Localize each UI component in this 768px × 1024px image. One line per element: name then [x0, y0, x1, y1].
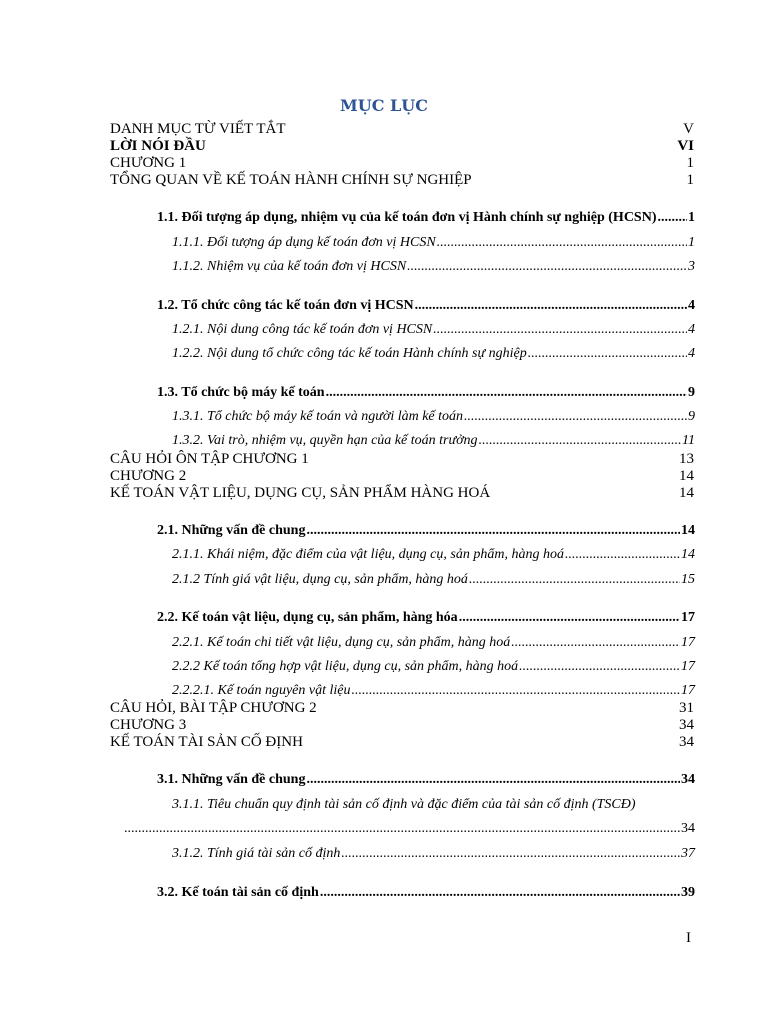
- toc-leader: [351, 683, 680, 699]
- toc-entry-page: V: [683, 121, 694, 137]
- toc-leader: [459, 610, 680, 626]
- toc-leader: [479, 433, 681, 449]
- toc-entry-1-2-1[interactable]: [172, 322, 695, 338]
- toc-entry-page: 17: [681, 659, 695, 674]
- toc-entry-text: 2.1.2 Tính giá vật liệu, dụng cụ, sản phẩm, hàng hoá: [172, 572, 468, 587]
- toc-entry-page: VI: [677, 138, 694, 154]
- toc-leader: [326, 385, 687, 401]
- toc-entry-page: 13: [679, 451, 694, 467]
- toc-entry-page: 14: [679, 468, 694, 484]
- toc-entry-3-1-1-text[interactable]: 3.1.1. Tiêu chuẩn quy định tài sản cố định và đặc điểm của tài sản cố định (TSCĐ): [172, 797, 636, 812]
- toc-entry-3-1[interactable]: [157, 772, 695, 788]
- toc-entry-text: 3.2. Kế toán tài sản cố định: [157, 885, 319, 900]
- toc-entry-2-1[interactable]: [157, 523, 695, 539]
- toc-entry-text: CHƯƠNG 1: [110, 155, 187, 171]
- toc-entry-1-1[interactable]: [157, 210, 695, 226]
- toc-entry-chapter-1[interactable]: [110, 155, 694, 172]
- toc-entry-text: 1.2.2. Nội dung tổ chức công tác kế toán Hành chính sự nghiệp: [172, 346, 527, 361]
- toc-entry-text: 2.2.2.1. Kế toán nguyên vật liệu: [172, 683, 351, 698]
- toc-entry-text: 2.2. Kế toán vật liệu, dụng cụ, sản phẩm, hàng hóa: [157, 610, 458, 625]
- toc-entry-2-2-2-1[interactable]: [172, 683, 695, 699]
- toc-entry-text: 1.1. Đối tượng áp dụng, nhiệm vụ của kế toán đơn vị Hành chính sự nghiệp (HCSN): [157, 210, 657, 225]
- toc-entry-text: 2.1. Những vấn đề chung: [157, 523, 306, 538]
- toc-entry-1-3-2[interactable]: [172, 433, 695, 449]
- toc-entry-text: 1.1.2. Nhiệm vụ của kế toán đơn vị HCSN: [172, 259, 407, 274]
- toc-entry-2-2-2[interactable]: [172, 659, 695, 675]
- toc-entry-3-1-1-continuation[interactable]: [124, 821, 695, 837]
- toc-entry-page: 37: [681, 846, 695, 861]
- toc-entry-1-2-2[interactable]: [172, 346, 695, 362]
- toc-entry-1-2[interactable]: [157, 298, 695, 314]
- toc-entry-page: 11: [682, 433, 695, 448]
- toc-entry-page: 14: [681, 547, 695, 562]
- toc-entry-text: DANH MỤC TỪ VIẾT TẮT: [110, 121, 286, 137]
- toc-leader: [306, 772, 680, 788]
- toc-entry-text: 2.1.1. Khái niệm, đặc điểm của vật liệu, dụng cụ, sản phẩm, hàng hoá: [172, 547, 564, 562]
- toc-entry-page: 3: [688, 259, 695, 274]
- toc-entry-page: 14: [679, 485, 694, 501]
- toc-entry-3-1-2[interactable]: [172, 846, 695, 862]
- toc-entry-chapter-3[interactable]: [110, 717, 694, 734]
- toc-leader: [511, 635, 680, 651]
- toc-entry-page: 17: [681, 610, 695, 625]
- toc-entry-page: 1: [688, 210, 695, 225]
- toc-entry-text: 3.1.2. Tính giá tài sản cố định: [172, 846, 341, 861]
- toc-entry-page: 31: [679, 700, 694, 716]
- toc-entry-text: 2.2.2 Kế toán tổng hợp vật liệu, dụng cụ, sản phẩm, hàng hoá: [172, 659, 519, 674]
- page-number: I: [686, 930, 691, 946]
- toc-entry-text: CHƯƠNG 2: [110, 468, 187, 484]
- toc-title: MỤC LỤC: [340, 96, 428, 115]
- toc-entry-chapter-3-title[interactable]: [110, 734, 694, 751]
- toc-entry-2-2-1[interactable]: [172, 635, 695, 651]
- toc-entry-2-1-1[interactable]: [172, 547, 695, 563]
- toc-entry-page: 15: [681, 572, 695, 587]
- toc-leader: [528, 346, 687, 362]
- toc-entry-review-2[interactable]: [110, 700, 694, 717]
- toc-entry-2-2[interactable]: [157, 610, 695, 626]
- toc-leader: [306, 523, 680, 539]
- toc-entry-page: 17: [681, 683, 695, 698]
- toc-entry-text: 1.3. Tổ chức bộ máy kế toán: [157, 385, 325, 400]
- toc-leader: [469, 572, 680, 588]
- toc-entry-page: 9: [688, 409, 695, 424]
- toc-entry-1-1-2[interactable]: [172, 259, 695, 275]
- toc-entry-text: 3.1. Những vấn đề chung: [157, 772, 306, 787]
- toc-entry-text: 1.3.1. Tổ chức bộ máy kế toán và người làm kế toán: [172, 409, 464, 424]
- toc-entry-text: 1.1.1. Đối tượng áp dụng kế toán đơn vị HCSN: [172, 235, 436, 250]
- toc-entry-1-3-1[interactable]: [172, 409, 695, 425]
- toc-leader: [407, 259, 687, 275]
- toc-entry-page: 34: [681, 821, 695, 836]
- toc-entry-3-2[interactable]: [157, 885, 695, 901]
- toc-entry-page: 4: [688, 298, 695, 313]
- toc-entry-1-3[interactable]: [157, 385, 695, 401]
- toc-entry-text: 1.2. Tổ chức công tác kế toán đơn vị HCSN: [157, 298, 414, 313]
- toc-leader: [519, 659, 680, 675]
- toc-entry-page: 1: [688, 235, 695, 250]
- toc-entry-text: KẾ TOÁN TÀI SẢN CỐ ĐỊNH: [110, 734, 303, 750]
- toc-entry-text: CÂU HỎI, BÀI TẬP CHƯƠNG 2: [110, 700, 317, 716]
- toc-entry-page: 14: [681, 523, 695, 538]
- toc-entry-abbreviations[interactable]: [110, 121, 694, 138]
- toc-leader: [415, 298, 687, 314]
- toc-entry-text: TỔNG QUAN VỀ KẾ TOÁN HÀNH CHÍNH SỰ NGHIỆP: [110, 172, 472, 188]
- toc-leader: [320, 885, 680, 901]
- toc-entry-page: 1: [686, 172, 694, 188]
- toc-entry-page: 39: [681, 885, 695, 900]
- toc-entry-page: 4: [688, 322, 695, 337]
- toc-entry-page: 4: [688, 346, 695, 361]
- toc-entry-page: 34: [679, 717, 694, 733]
- toc-entry-chapter-2-title[interactable]: [110, 485, 694, 502]
- toc-leader: [565, 547, 680, 563]
- toc-entry-text: 2.2.1. Kế toán chi tiết vật liệu, dụng cụ, sản phẩm, hàng hoá: [172, 635, 511, 650]
- toc-leader: [464, 409, 687, 425]
- toc-leader: [437, 235, 687, 251]
- toc-entry-page: 1: [686, 155, 694, 171]
- toc-entry-text: CHƯƠNG 3: [110, 717, 187, 733]
- toc-entry-text: KẾ TOÁN VẬT LIỆU, DỤNG CỤ, SẢN PHẨM HÀNG HOÁ: [110, 485, 491, 501]
- toc-entry-2-1-2[interactable]: [172, 572, 695, 588]
- toc-leader: [124, 821, 681, 837]
- toc-leader: [658, 210, 688, 226]
- toc-entry-1-1-1[interactable]: [172, 235, 695, 251]
- toc-entry-page: 34: [679, 734, 694, 750]
- toc-entry-text: 1.3.2. Vai trò, nhiệm vụ, quyền hạn của kế toán trưởng: [172, 433, 478, 448]
- toc-entry-text: 1.2.1. Nội dung công tác kế toán đơn vị HCSN: [172, 322, 433, 337]
- toc-entry-page: 9: [688, 385, 695, 400]
- toc-entry-chapter-1-title[interactable]: [110, 172, 694, 189]
- toc-leader: [433, 322, 687, 338]
- toc-entry-text: CÂU HỎI ÔN TẬP CHƯƠNG 1: [110, 451, 309, 467]
- toc-entry-review-1[interactable]: [110, 451, 694, 468]
- toc-entry-chapter-2[interactable]: [110, 468, 694, 485]
- toc-entry-page: 17: [681, 635, 695, 650]
- toc-entry-text: LỜI NÓI ĐẦU: [110, 138, 206, 154]
- toc-entry-page: 34: [681, 772, 695, 787]
- toc-entry-preface[interactable]: [110, 138, 694, 155]
- toc-leader: [341, 846, 680, 862]
